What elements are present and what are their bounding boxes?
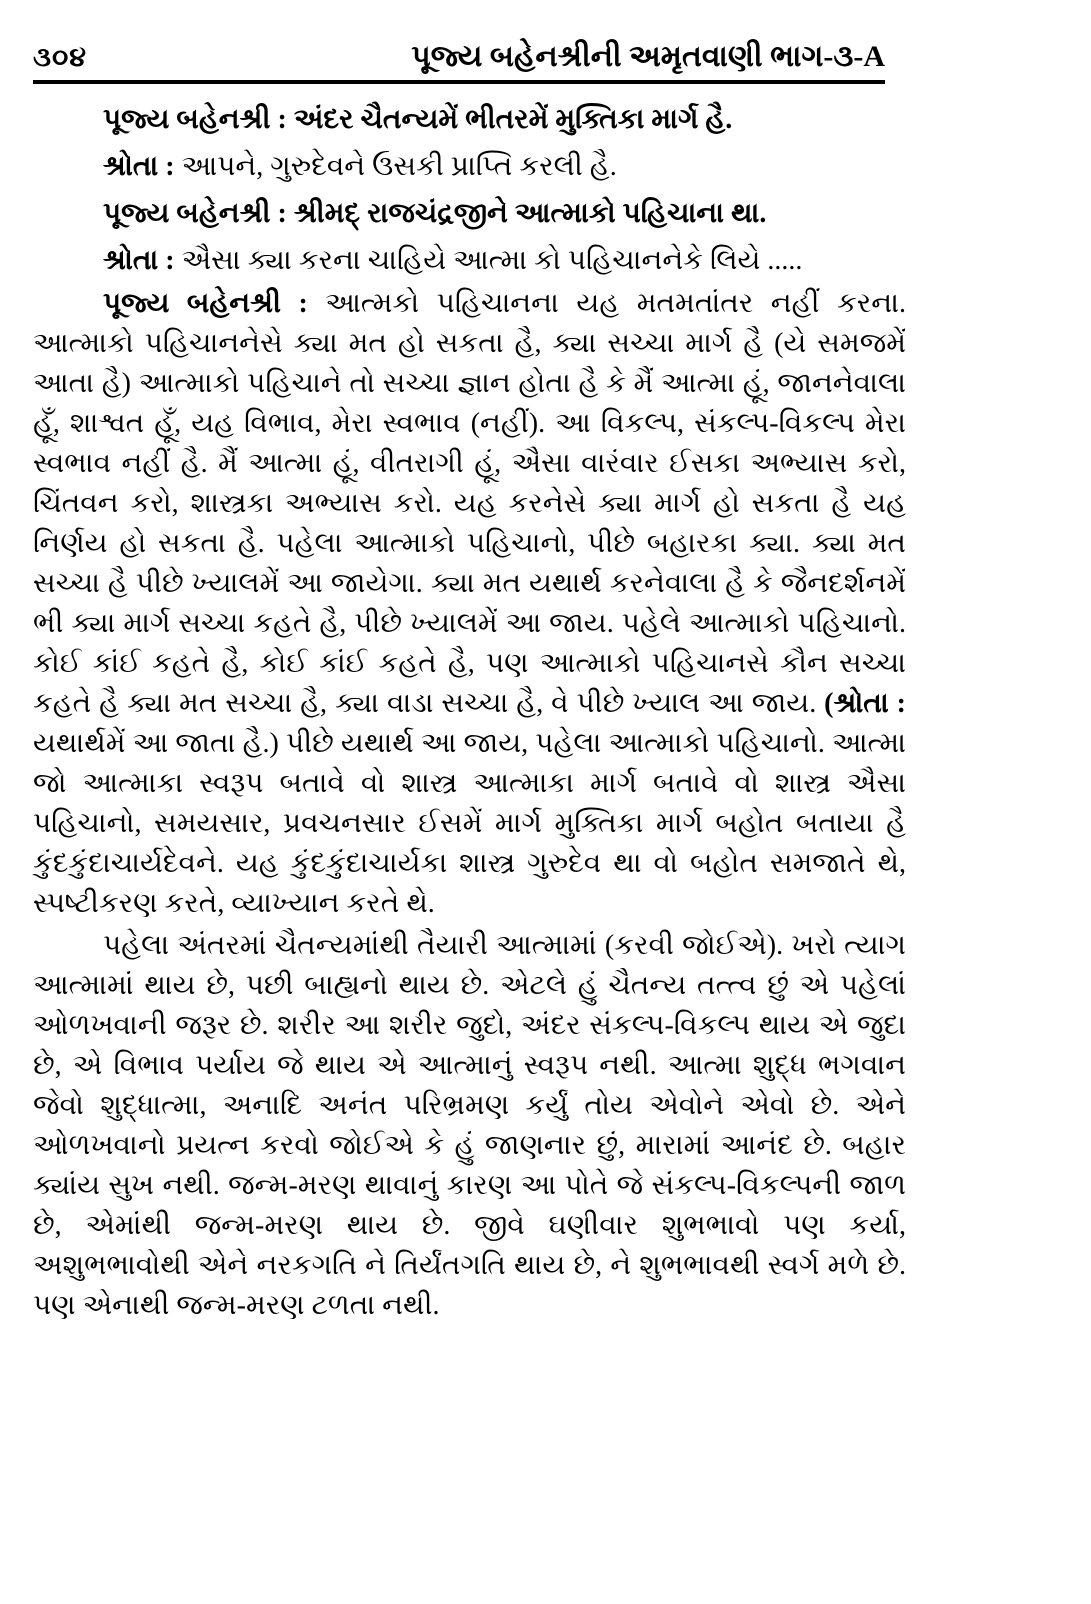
dialogue-line <box>33 143 906 190</box>
content-column <box>33 40 906 1326</box>
speaker-label: શ્રોતા : <box>103 245 175 276</box>
dialogue-line <box>33 96 906 143</box>
page-number: ૩૦૪ <box>33 42 87 72</box>
header-title: પૂજ્ય બહેનશ્રીની અમૃતવાણી ભાગ-૩-A <box>411 40 885 73</box>
dialogue-line <box>33 190 906 237</box>
document-body <box>33 96 906 1326</box>
dialogue-text: અંદર ચૈતન્યમેં ભીતરમેં મુક્તિકા માર્ગ હૈ. <box>286 104 733 135</box>
header-rule <box>33 80 885 84</box>
dialogue-text: ઐસા ક્યા કરના ચાહિયે આત્મા કો પહિચાનનેકે લિયે ..... <box>174 245 803 276</box>
text-segment: પહેલા અંતરમાં ચૈતન્યમાંથી તૈયારી આત્મામાં (કરવી જોઈએ). ખરો ત્યાગ આત્મામાં થાય છે, પછી બાહ્યનો થાય છે. એટલે હું ચૈતન્ય તત્ત્વ છું એ પહેલાં ઓળખવાની જરૂર છે. શરીર આ શરીર જુદો, અંદર સંકલ્પ-વિકલ્પ થાય એ જુદા છે, એ વિભાવ પર્યાય જે થાય એ આત્માનું સ્વરૂપ નથી. આત્મા શુદ્ધ ભગવાન જેવો શુદ્ધાત્મા, અનાદિ અનંત પરિભ્રમણ કર્યું તોય એવોને એવો છે. એને ઓળખવાનો પ્રયત્ન કરવો જોઈએ કે હું જાણનાર છું, મારામાં આનંદ છે. બહાર ક્યાંય સુખ નથી. જન્મ-મરણ થાવાનું કારણ આ પોતે જે સંકલ્પ-વિકલ્પની જાળ છે, એમાંથી જન્મ-મરણ થાય છે. જીવે ઘણીવાર શુભભાવો પણ કર્યા, અશુભભાવોથી એને નરકગતિ ને તિર્યંતગતિ થાય છે, ને શુભભાવથી સ્વર્ગ મળે છે. પણ એનાથી જન્મ-મરણ ટળતા નથી. <box>33 930 906 1321</box>
dialogue-text: શ્રીમદ્ રાજચંદ્રજીને આત્માકો પહિચાના થા. <box>286 198 767 229</box>
text-segment: આત્મકો પહિચાનના યહ મતમતાંતર નહીં કરના. આત્માકો પહિચાનનેસે ક્યા મત હો સકતા હૈ, ક્યા સચ્ચા માર્ગ હૈ (યે સમજમેં આતા હૈ) આત્માકો પહિચાને તો સચ્ચા જ્ઞાન હોતા હૈ કે મૈં આત્મા હૂં, જાનનેવાલા હૂઁ, શાશ્વત હૂઁ, યહ વિભાવ, મેરા સ્વભાવ (નહીં). આ વિકલ્પ, સંકલ્પ-વિકલ્પ મેરા સ્વભાવ નહીં હૈ. મૈં આત્મા હૂં, વીતરાગી હૂં, ઐસા વારંવાર ઈસકા અભ્યાસ કરો, ચિંતવન કરો, શાસ્ત્રકા અભ્યાસ કરો. યહ કરનેસે ક્યા માર્ગ હો સકતા હૈ યહ નિર્ણય હો સકતા હૈ. પહેલા આત્માકો પહિચાનો, પીછે બહારકા ક્યા. ક્યા મત સચ્ચા હૈ પીછે ખ્યાલમેં આ જાયેગા. ક્યા મત યથાર્થ કરનેવાલા હૈ કે જૈનદર્શનમેં ભી ક્યા માર્ગ સચ્ચા કહતે હૈ, પીછે ખ્યાલમેં આ જાય. પહેલે આત્માકો પહિચાનો. કોઈ કાંઈ કહતે હૈ, કોઈ કાંઈ કહતે હૈ, પણ આત્માકો પહિચાનસે કૌન સચ્ચા કહતે હૈ ક્યા મત સચ્ચા હૈ, ક્યા વાડા સચ્ચા હૈ, વે પીછે ખ્યાલ આ જાય. <box>33 288 906 719</box>
dialogue-block <box>33 96 906 284</box>
text-segment: (શ્રોતા : <box>824 688 906 719</box>
page-header <box>33 40 885 74</box>
paragraph-block <box>33 284 906 1326</box>
text-segment: યથાર્થમેં આ જાતા હૈ.) પીછે યથાર્થ આ જાય, પહેલા આત્માકો પહિચાનો. આત્મા જો આત્માકા સ્વરૂપ બતાવે વો શાસ્ત્ર આત્માકા માર્ગ બતાવે વો શાસ્ત્ર ઐસા પહિચાનો, સમયસાર, પ્રવચનસાર ઈસમેં માર્ગ મુક્તિકા માર્ગ બહોત બતાયા હૈ કુંદકુંદાચાર્યદેવને. યહ કુંદકુંદાચાર્યકા શાસ્ત્ર ગુરુદેવ થા વો બહોત સમજાતે થે, સ્પષ્ટીકરણ કરતે, વ્યાખ્યાન કરતે થે. <box>33 728 906 919</box>
speaker-label: શ્રોતા : <box>103 151 175 182</box>
text-segment: પૂજ્ય બહેનશ્રી : <box>103 288 326 319</box>
paragraph <box>33 284 906 924</box>
speaker-label: પૂજ્ય બહેનશ્રી : <box>103 104 287 135</box>
paragraph <box>33 926 906 1326</box>
dialogue-line <box>33 237 906 284</box>
dialogue-text: આપને, ગુરુદેવને ઉસકી પ્રાપ્તિ કરલી હૈ. <box>174 151 617 182</box>
speaker-label: પૂજ્ય બહેનશ્રી : <box>103 198 287 229</box>
